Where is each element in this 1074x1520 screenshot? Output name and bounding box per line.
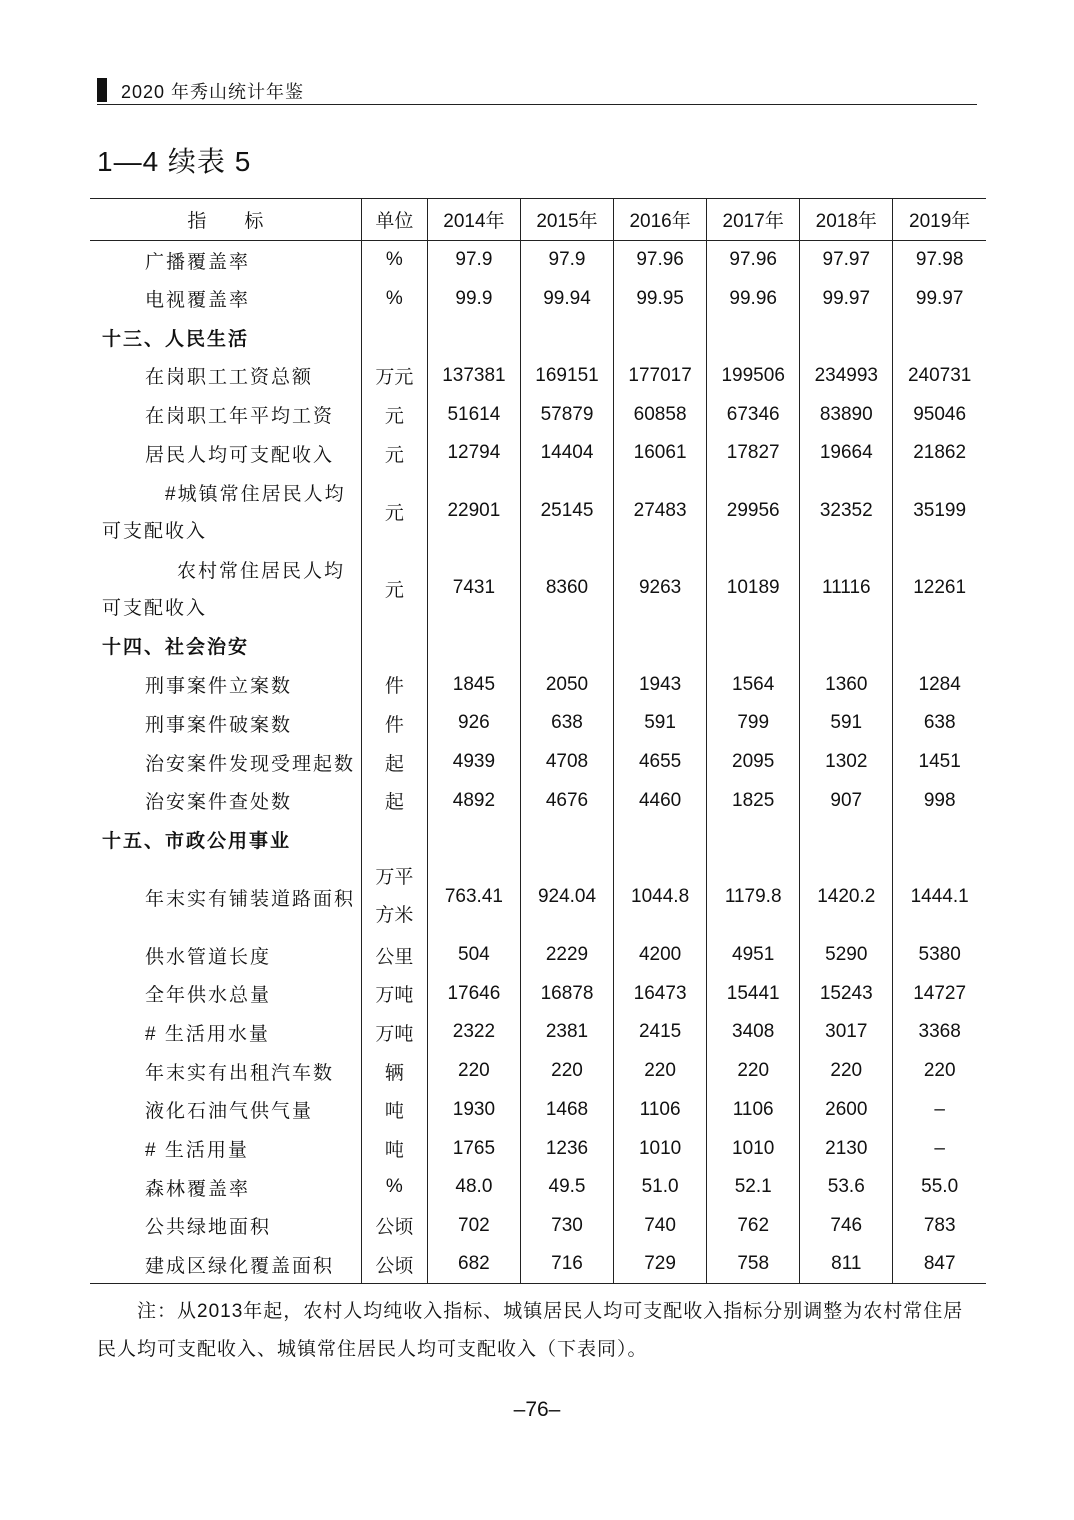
cell-value: 4655 <box>614 743 707 782</box>
cell-value: 924.04 <box>520 859 613 936</box>
cell-value: 2229 <box>520 936 613 975</box>
cell-value: 97.9 <box>427 241 520 280</box>
cell-value: 1044.8 <box>614 859 707 936</box>
cell-value: 2381 <box>520 1013 613 1052</box>
table-row <box>90 665 986 704</box>
cell-value: 1765 <box>427 1129 520 1168</box>
cell-value: 99.97 <box>800 279 893 318</box>
cell-value: 220 <box>707 1052 800 1091</box>
cell-value: 16061 <box>614 434 707 473</box>
cell-value: 137381 <box>427 357 520 396</box>
table-row <box>90 241 986 280</box>
table-row <box>90 1245 986 1284</box>
row-label: 建成区绿化覆盖面积 <box>90 1245 361 1284</box>
cell-value: 1236 <box>520 1129 613 1168</box>
cell-value: 12261 <box>893 550 986 627</box>
cell-value: 97.96 <box>614 241 707 280</box>
table-row <box>90 395 986 434</box>
cell-value: 763.41 <box>427 859 520 936</box>
row-unit-line1: 万平 <box>375 867 414 889</box>
header-bar-mark <box>97 78 107 102</box>
header-unit: 单位 <box>361 199 427 241</box>
cell-value: 16878 <box>520 974 613 1013</box>
cell-value: 3017 <box>800 1013 893 1052</box>
row-unit: 万吨 <box>361 974 427 1013</box>
cell-value: 2322 <box>427 1013 520 1052</box>
section-heading: 十五、市政公用事业 <box>102 830 292 852</box>
row-label: 治安案件发现受理起数 <box>145 753 356 775</box>
cell-value: 220 <box>893 1052 986 1091</box>
cell-value: 15441 <box>707 974 800 1013</box>
page-header <box>97 76 977 105</box>
row-unit: 吨 <box>361 1129 427 1168</box>
cell-value: 5290 <box>800 936 893 975</box>
cell-value: 1451 <box>893 743 986 782</box>
cell-value: 11116 <box>800 550 893 627</box>
cell-value: 4460 <box>614 781 707 820</box>
row-unit: % <box>361 279 427 318</box>
cell-value: 847 <box>893 1245 986 1284</box>
table-row <box>90 936 986 975</box>
row-label: 电视覆盖率 <box>145 290 251 312</box>
table-row <box>90 550 986 627</box>
table-row <box>90 1207 986 1246</box>
cell-value: 638 <box>520 704 613 743</box>
cell-value: 57879 <box>520 395 613 434</box>
cell-value: 1420.2 <box>800 859 893 936</box>
cell-value: 21862 <box>893 434 986 473</box>
row-unit: 元 <box>361 473 427 550</box>
table-row <box>90 434 986 473</box>
row-label: 液化石油气供气量 <box>145 1101 314 1123</box>
section-row <box>90 820 986 859</box>
row-unit: % <box>361 1168 427 1207</box>
cell-value: 1468 <box>520 1091 613 1130</box>
table-row <box>90 1091 986 1130</box>
cell-value: 746 <box>800 1207 893 1246</box>
cell-value: 17646 <box>427 974 520 1013</box>
cell-value: 169151 <box>520 357 613 396</box>
header-year: 2014年 <box>427 199 520 241</box>
cell-value: 702 <box>427 1207 520 1246</box>
cell-value: 97.9 <box>520 241 613 280</box>
cell-value: 19664 <box>800 434 893 473</box>
section-row <box>90 627 986 666</box>
row-label: 公共绿地面积 <box>145 1217 272 1239</box>
header-indicator: 指 标 <box>90 199 361 241</box>
row-unit: 件 <box>361 704 427 743</box>
cell-value: 716 <box>520 1245 613 1284</box>
row-label: 在岗职工工资总额 <box>145 367 314 389</box>
table-row <box>90 781 986 820</box>
row-label: 森林覆盖率 <box>145 1178 251 1200</box>
row-unit: % <box>361 241 427 280</box>
cell-value: 1943 <box>614 665 707 704</box>
cell-value: 199506 <box>707 357 800 396</box>
cell-value: 97.96 <box>707 241 800 280</box>
cell-value: 730 <box>520 1207 613 1246</box>
table-row <box>90 1129 986 1168</box>
cell-value: 8360 <box>520 550 613 627</box>
table-row <box>90 357 986 396</box>
cell-value: 177017 <box>614 357 707 396</box>
cell-value: 907 <box>800 781 893 820</box>
row-unit: 元 <box>361 550 427 627</box>
cell-value: 729 <box>614 1245 707 1284</box>
cell-value: 240731 <box>893 357 986 396</box>
row-label: 在岗职工年平均工资 <box>145 406 335 428</box>
row-unit-line2: 方米 <box>375 905 414 927</box>
row-label-line1: #城镇常住居民人均 <box>165 484 346 506</box>
cell-value: 1825 <box>707 781 800 820</box>
row-label <box>90 473 361 550</box>
header-year: 2015年 <box>520 199 613 241</box>
cell-value: 1930 <box>427 1091 520 1130</box>
table-row <box>90 1168 986 1207</box>
row-unit: 元 <box>361 395 427 434</box>
cell-value: 4676 <box>520 781 613 820</box>
cell-value: 591 <box>614 704 707 743</box>
cell-value: 2095 <box>707 743 800 782</box>
row-unit: 万元 <box>361 357 427 396</box>
row-unit: 吨 <box>361 1091 427 1130</box>
cell-value: 762 <box>707 1207 800 1246</box>
cell-value: 52.1 <box>707 1168 800 1207</box>
page-number: –76– <box>513 1398 561 1421</box>
cell-value: 4939 <box>427 743 520 782</box>
table-footnote: 注：从2013年起，农村人均纯收入指标、城镇居民人均可支配收入指标分别调整为农村常住居民人均可支配收入、城镇常住居民人均可支配收入（下表同）。 <box>97 1301 964 1360</box>
cell-value: 998 <box>893 781 986 820</box>
table-header-row <box>90 199 986 241</box>
row-label: 治安案件查处数 <box>145 792 293 814</box>
table-row <box>90 859 986 936</box>
row-label: 年末实有出租汽车数 <box>145 1062 335 1084</box>
cell-value: 758 <box>707 1245 800 1284</box>
table-row <box>90 704 986 743</box>
cell-value: 99.97 <box>893 279 986 318</box>
cell-value: 220 <box>520 1052 613 1091</box>
cell-value: 99.95 <box>614 279 707 318</box>
cell-value: 15243 <box>800 974 893 1013</box>
cell-value: 27483 <box>614 473 707 550</box>
cell-value: 16473 <box>614 974 707 1013</box>
cell-value: 1564 <box>707 665 800 704</box>
header-year: 2017年 <box>707 199 800 241</box>
cell-value: 1179.8 <box>707 859 800 936</box>
cell-value: 1010 <box>707 1129 800 1168</box>
cell-value: 4200 <box>614 936 707 975</box>
cell-value: 2050 <box>520 665 613 704</box>
cell-value: 2415 <box>614 1013 707 1052</box>
cell-value: 14727 <box>893 974 986 1013</box>
header-title: 2020 年秀山统计年鉴 <box>121 82 305 102</box>
cell-value: 591 <box>800 704 893 743</box>
cell-value: 1106 <box>707 1091 800 1130</box>
section-heading: 十三、人民生活 <box>102 328 250 350</box>
section-heading: 十四、社会治安 <box>102 637 250 659</box>
table-row <box>90 1052 986 1091</box>
cell-value: 51614 <box>427 395 520 434</box>
cell-value: 53.6 <box>800 1168 893 1207</box>
cell-value: 4892 <box>427 781 520 820</box>
cell-value: 926 <box>427 704 520 743</box>
cell-value: 1284 <box>893 665 986 704</box>
row-unit: 起 <box>361 743 427 782</box>
cell-value: 32352 <box>800 473 893 550</box>
cell-value: 25145 <box>520 473 613 550</box>
cell-value: 99.94 <box>520 279 613 318</box>
cell-value: 799 <box>707 704 800 743</box>
cell-value: 234993 <box>800 357 893 396</box>
row-unit: 起 <box>361 781 427 820</box>
cell-value: – <box>893 1091 986 1130</box>
cell-value: 682 <box>427 1245 520 1284</box>
cell-value: 1010 <box>614 1129 707 1168</box>
row-label: 广播覆盖率 <box>145 251 251 273</box>
cell-value: 17827 <box>707 434 800 473</box>
header-year: 2016年 <box>614 199 707 241</box>
cell-value: 4708 <box>520 743 613 782</box>
cell-value: 29956 <box>707 473 800 550</box>
row-label: 供水管道长度 <box>145 946 272 968</box>
cell-value: 67346 <box>707 395 800 434</box>
cell-value: 49.5 <box>520 1168 613 1207</box>
cell-value: 5380 <box>893 936 986 975</box>
table-row <box>90 473 986 550</box>
cell-value: 504 <box>427 936 520 975</box>
row-label: 全年供水总量 <box>145 985 272 1007</box>
cell-value: – <box>893 1129 986 1168</box>
header-year: 2018年 <box>800 199 893 241</box>
row-unit <box>361 859 427 936</box>
row-label: 刑事案件破案数 <box>145 714 293 736</box>
row-unit: 元 <box>361 434 427 473</box>
cell-value: 7431 <box>427 550 520 627</box>
cell-value: 220 <box>800 1052 893 1091</box>
table-row <box>90 1013 986 1052</box>
cell-value: 55.0 <box>893 1168 986 1207</box>
table-row <box>90 279 986 318</box>
row-unit: 辆 <box>361 1052 427 1091</box>
cell-value: 811 <box>800 1245 893 1284</box>
row-unit: 公顷 <box>361 1207 427 1246</box>
cell-value: 1106 <box>614 1091 707 1130</box>
table-row <box>90 743 986 782</box>
cell-value: 51.0 <box>614 1168 707 1207</box>
header-year: 2019年 <box>893 199 986 241</box>
table-title: 1—4 续表 5 <box>97 146 252 177</box>
cell-value: 10189 <box>707 550 800 627</box>
cell-value: 95046 <box>893 395 986 434</box>
row-label: 年末实有铺装道路面积 <box>145 888 356 910</box>
cell-value: 3408 <box>707 1013 800 1052</box>
cell-value: 1360 <box>800 665 893 704</box>
cell-value: 9263 <box>614 550 707 627</box>
cell-value: 1302 <box>800 743 893 782</box>
row-label: # 生活用量 <box>145 1140 249 1162</box>
row-unit: 公里 <box>361 936 427 975</box>
cell-value: 97.98 <box>893 241 986 280</box>
row-label <box>90 550 361 627</box>
cell-value: 22901 <box>427 473 520 550</box>
cell-value: 35199 <box>893 473 986 550</box>
cell-value: 220 <box>427 1052 520 1091</box>
cell-value: 97.97 <box>800 241 893 280</box>
cell-value: 60858 <box>614 395 707 434</box>
table-row <box>90 974 986 1013</box>
row-unit: 公顷 <box>361 1245 427 1284</box>
row-label: 刑事案件立案数 <box>145 676 293 698</box>
cell-value: 99.9 <box>427 279 520 318</box>
row-label-line2: 可支配收入 <box>102 521 208 543</box>
row-label-line2: 可支配收入 <box>102 598 208 620</box>
row-label: 居民人均可支配收入 <box>145 444 335 466</box>
row-unit: 件 <box>361 665 427 704</box>
cell-value: 4951 <box>707 936 800 975</box>
cell-value: 1845 <box>427 665 520 704</box>
row-unit: 万吨 <box>361 1013 427 1052</box>
cell-value: 2600 <box>800 1091 893 1130</box>
cell-value: 2130 <box>800 1129 893 1168</box>
cell-value: 3368 <box>893 1013 986 1052</box>
cell-value: 14404 <box>520 434 613 473</box>
cell-value: 638 <box>893 704 986 743</box>
section-row <box>90 318 986 357</box>
cell-value: 48.0 <box>427 1168 520 1207</box>
statistics-table <box>90 198 986 1284</box>
cell-value: 740 <box>614 1207 707 1246</box>
cell-value: 1444.1 <box>893 859 986 936</box>
cell-value: 220 <box>614 1052 707 1091</box>
row-label: # 生活用水量 <box>145 1023 270 1045</box>
row-label-line1: 农村常住居民人均 <box>177 561 346 583</box>
cell-value: 99.96 <box>707 279 800 318</box>
cell-value: 783 <box>893 1207 986 1246</box>
cell-value: 83890 <box>800 395 893 434</box>
cell-value: 12794 <box>427 434 520 473</box>
